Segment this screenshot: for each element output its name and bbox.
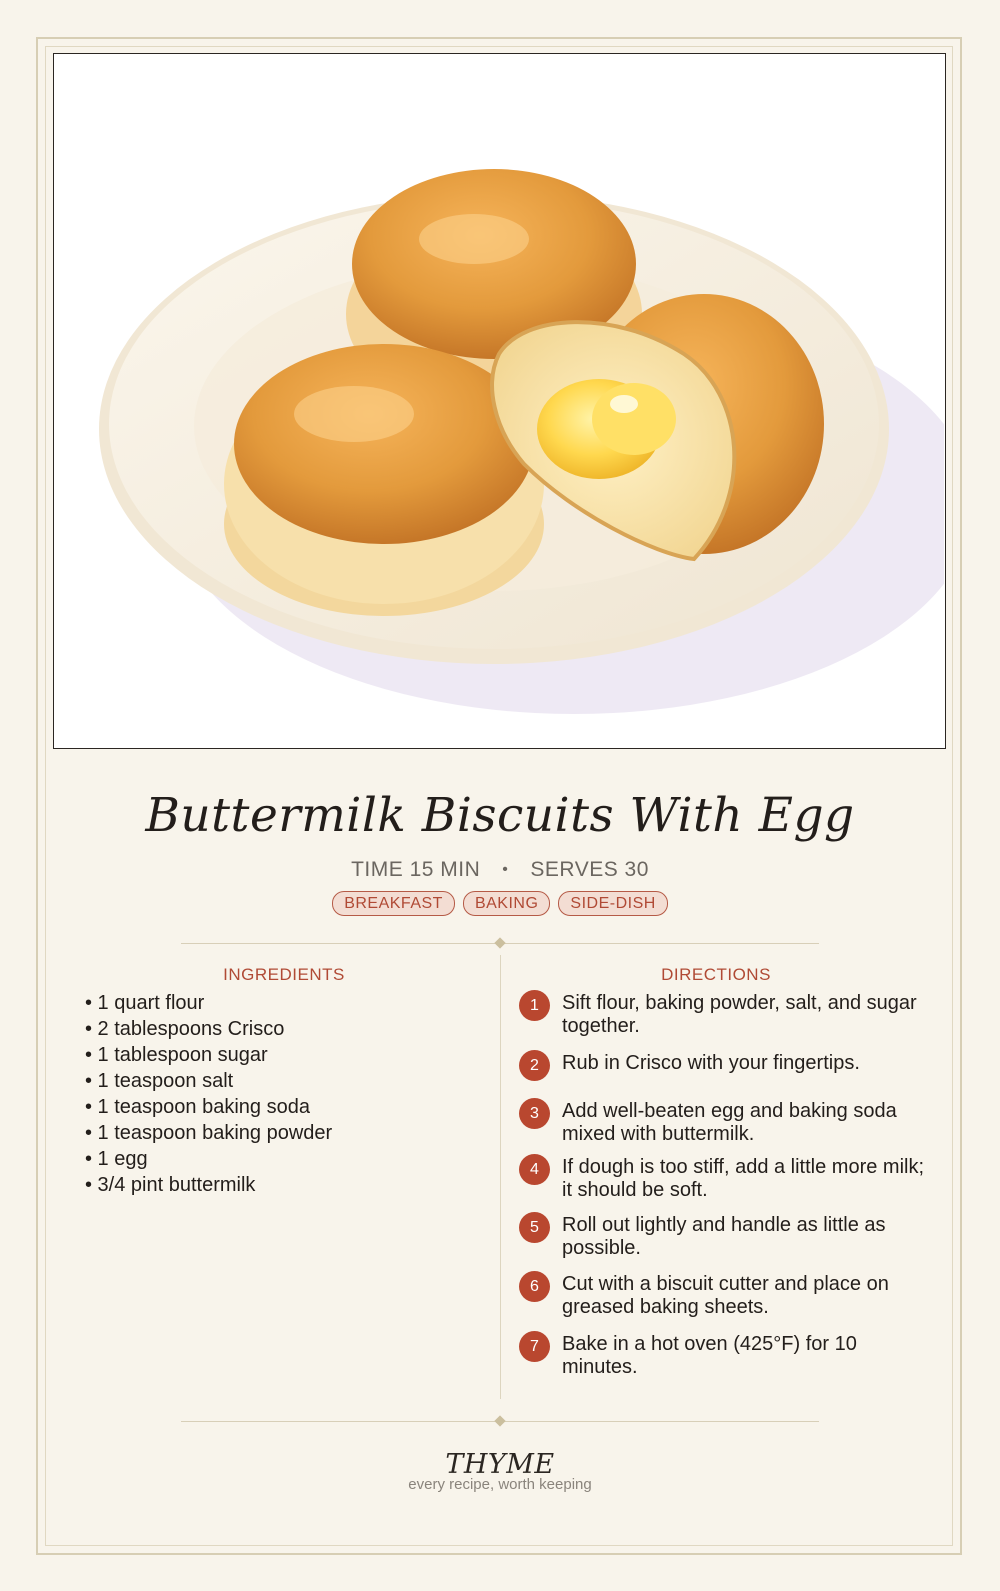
- recipe-meta: [0, 858, 1000, 882]
- step-number-badge: 3: [519, 1098, 550, 1129]
- column-divider: [500, 955, 501, 1399]
- ingredient-item: • 1 teaspoon baking soda: [85, 1096, 310, 1118]
- step-number-badge: 7: [519, 1331, 550, 1362]
- tag-side-dish[interactable]: SIDE-DISH: [558, 891, 667, 916]
- ingredient-item: • 1 egg: [85, 1148, 148, 1170]
- ingredient-item: • 1 tablespoon sugar: [85, 1044, 268, 1066]
- servings: SERVES 30: [530, 858, 649, 881]
- ingredient-item: • 1 teaspoon salt: [85, 1070, 234, 1092]
- recipe-title: Buttermilk Biscuits With Egg: [145, 788, 855, 843]
- directions-heading: DIRECTIONS: [661, 965, 771, 984]
- step-number-badge: 2: [519, 1050, 550, 1081]
- step-text: If dough is too stiff, add a little more milk; it should be soft.: [562, 1156, 925, 1201]
- step-text: Roll out lightly and handle as little as possible.: [562, 1214, 886, 1259]
- step-text: Rub in Crisco with your fingertips.: [562, 1052, 860, 1074]
- brand-tagline: every recipe, worth keeping: [408, 1476, 592, 1493]
- step-text: Sift flour, baking powder, salt, and sugar together.: [562, 992, 917, 1037]
- step-number-badge: 4: [519, 1154, 550, 1185]
- cook-time: TIME 15 MIN: [351, 858, 481, 881]
- step-text: Cut with a biscuit cutter and place on greased baking sheets.: [562, 1273, 889, 1318]
- ingredients-list: [85, 990, 332, 1198]
- step-number-badge: 5: [519, 1212, 550, 1243]
- ingredient-item: • 1 teaspoon baking powder: [85, 1122, 333, 1144]
- tag-list: [0, 891, 1000, 916]
- biscuits-illustration: [53, 53, 946, 749]
- meta-separator: •: [502, 861, 509, 878]
- ingredients-heading: INGREDIENTS: [223, 965, 345, 984]
- tag-baking[interactable]: BAKING: [463, 891, 550, 916]
- ingredient-item: • 3/4 pint buttermilk: [85, 1174, 256, 1196]
- step-number-badge: 6: [519, 1271, 550, 1302]
- ingredient-item: • 1 quart flour: [85, 992, 205, 1014]
- step-text: Add well-beaten egg and baking soda mixed with buttermilk.: [562, 1100, 897, 1145]
- ingredient-item: • 2 tablespoons Crisco: [85, 1018, 285, 1040]
- brand-name: THYME: [445, 1449, 555, 1480]
- step-text: Bake in a hot oven (425°F) for 10 minutes.: [562, 1333, 857, 1378]
- tag-breakfast[interactable]: BREAKFAST: [332, 891, 455, 916]
- step-number-badge: 1: [519, 990, 550, 1021]
